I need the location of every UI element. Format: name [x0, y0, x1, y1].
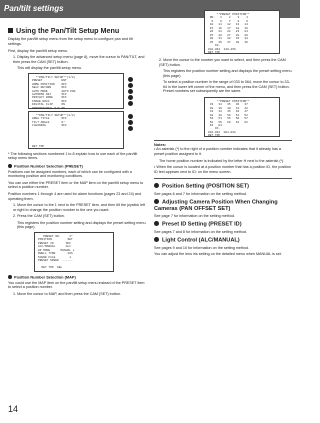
step-1: 1. Display the advanced setup menu (page 8), move the cursor to PAN/TILT, and then press the CAM (SET) button.	[13, 55, 145, 64]
section-header-title: Pan/tilt settings	[4, 4, 64, 13]
heading-position-set: Position Setting (POSITION SET)	[154, 183, 292, 190]
map-step-1: 1. Move the cursor to MAP, and then press the CAM (SET) button.	[13, 291, 121, 296]
callout-5-icon	[128, 101, 133, 106]
callout-8-icon	[128, 126, 133, 131]
preset-position-map-screen-1: **PRESET POSITION** NO. 1 2 3 4 5 6 7 8 9 10 11 12 13 14 15 16 17 18 19 20 21 22 23 24 25 26 27 28 29 30 31 32 33 34 35 36 37 38 39 ID. 001-064 129-256 RET TOP	[204, 10, 280, 54]
callout-4-icon	[128, 95, 133, 100]
preset-step-2: 2. Press the CAM (SET) button.	[13, 214, 65, 219]
map-paragraph: You could use the MAP item on the pan/tilt setup menu instead of the PRESET item to select a position number.	[8, 280, 145, 290]
step-1-result: This will display the pan/tilt setup menu.	[17, 66, 82, 71]
menu-screens-group	[28, 73, 124, 149]
preset-position-map-screen-2: **PRESET POSITION** 33 34 35 36 37 38 39 40 41 42 43 44 45 46 47 48 49 50 51 52 53 54 55 56 57 58 59 60 61 62 63 64 ID. 001-032 001-032 RET TOP	[204, 97, 280, 137]
number-3-icon	[154, 183, 159, 188]
callout-2-icon	[128, 83, 133, 88]
light-control-text-2: You can adjust the lens iris setting on the detailed menu when MANUAL is set.	[154, 252, 282, 257]
square-bullet-icon	[8, 28, 13, 33]
number-6-icon	[154, 237, 159, 242]
preset-id-text: See pages 7 and 8 for information on the setting method.	[154, 230, 248, 235]
map-step-2-range-note: To select a position number in the range of 033 to 064, move the cursor to 33-64 in the lower left corner of the menu, and then press the CAM (SET) button. Preset numbers set subsequently are the same.	[163, 80, 290, 94]
preset-step-2-result: This registers the position number setting and displays the preset setting menu (this page).	[17, 220, 146, 230]
number-5-icon	[154, 221, 159, 226]
subheading-position-preset: Position Number Selection (PRESET)	[8, 164, 146, 169]
preset-step-1: 1. Move the cursor to the 1 next to the PRESET item, and then tilt the joystick left or right to change the position number to the one you want.	[13, 203, 146, 212]
intro-text-2: First, display the pan/tilt setup menu.	[8, 48, 69, 53]
page-number: 14	[8, 404, 19, 414]
pan-offset-text: See page 7 for information on the setting method.	[154, 214, 235, 219]
pan-tilt-menu-screen-2: **PAN/TILT SETUP**(2/2) AREA TITLE OFF TILT ANGLE 0° CLEANING OFF RET TOP	[28, 111, 124, 149]
subheading-position-map: Position Number Selection (MAP)	[8, 275, 146, 280]
footnote: * The following sections numbered 1 to 8 explain how to use each of the pan/tilt setup menu items.	[8, 151, 138, 161]
callout-1-icon	[128, 77, 133, 82]
notes-title: Notes:	[154, 141, 167, 147]
notes-box	[154, 140, 292, 179]
preset-setting-menu-screen: PRESET NO. 1* POSITION SET PRESET ID OFF ALC/MANUAL ALC DP MODE MANUAL L DWELL TIME 10S SCENE FILE 1 PRESET SPEED ------ RET TOP DEL	[34, 232, 114, 272]
note-2: The home position number is indicated by the letter H next to the asterisk (*).	[159, 158, 285, 163]
heading-pan-offset: Adjusting Camera Position When Changing Cameras (PAN OFFSET SET)	[154, 199, 278, 212]
callout-3-icon	[128, 89, 133, 94]
heading-light-control: Light Control (ALC/MANUAL)	[154, 237, 292, 244]
right-column	[154, 10, 292, 259]
number-4-icon	[154, 199, 159, 204]
section-heading-using-menu: Using the Pan/Tilt Setup Menu	[8, 27, 146, 35]
preset-paragraph-3: Position numbers 1 through 4 are used for alarm functions (pages 23 and 24) and operating them.	[8, 191, 142, 201]
intro-text: Display the pan/tilt setup menu from the setup menu to configure pan and tilt settings.	[8, 37, 133, 46]
callout-7-icon	[128, 120, 133, 125]
light-control-text-1: See pages 9 and 10 for information on the setting method.	[154, 245, 250, 250]
note-3: • When the cursor is located at a position number that has a position ID, the position ID text appears next to ID: on the menu screen.	[154, 165, 291, 174]
preset-paragraph-1: Positions can be assigned numbers, each of which can be configured with a monitoring position and monitoring conditions.	[8, 169, 132, 179]
left-column	[8, 27, 146, 298]
number-2-icon	[8, 275, 12, 279]
position-set-text: See pages 6 and 7 for information on the setting method.	[154, 192, 248, 197]
pan-tilt-menu-screen-1: **PAN/TILT SETUP**(1/2) PRESET ENT HOME POSITION OFF SELF RETURN OFF AUTO MODE AUTO PAN AUTOPAN KEY OFF PRIVACY ZONE OFF IMAGE HOLD OFF DIGITAL FLIP ON PROPORTIONAL P/T ON	[28, 73, 124, 109]
number-1-icon	[8, 164, 12, 168]
map-step-2: 2. Move the cursor to the number you want to select, and then press the CAM (SET) button.	[159, 58, 286, 67]
note-1: • An asterisk (*) to the right of a position number indicates that it already has a preset position assigned to it.	[154, 147, 281, 156]
preset-paragraph-2: You can use either the PRESET item or the MAP item on the pan/tilt setup menu to select a position number.	[8, 180, 144, 190]
heading-preset-id: Preset ID Setting (PRESET ID)	[154, 221, 292, 228]
callout-6-icon	[128, 114, 133, 119]
map-step-2-result: This registers the position number setting and displays the preset setting menu (this page).	[163, 69, 292, 78]
